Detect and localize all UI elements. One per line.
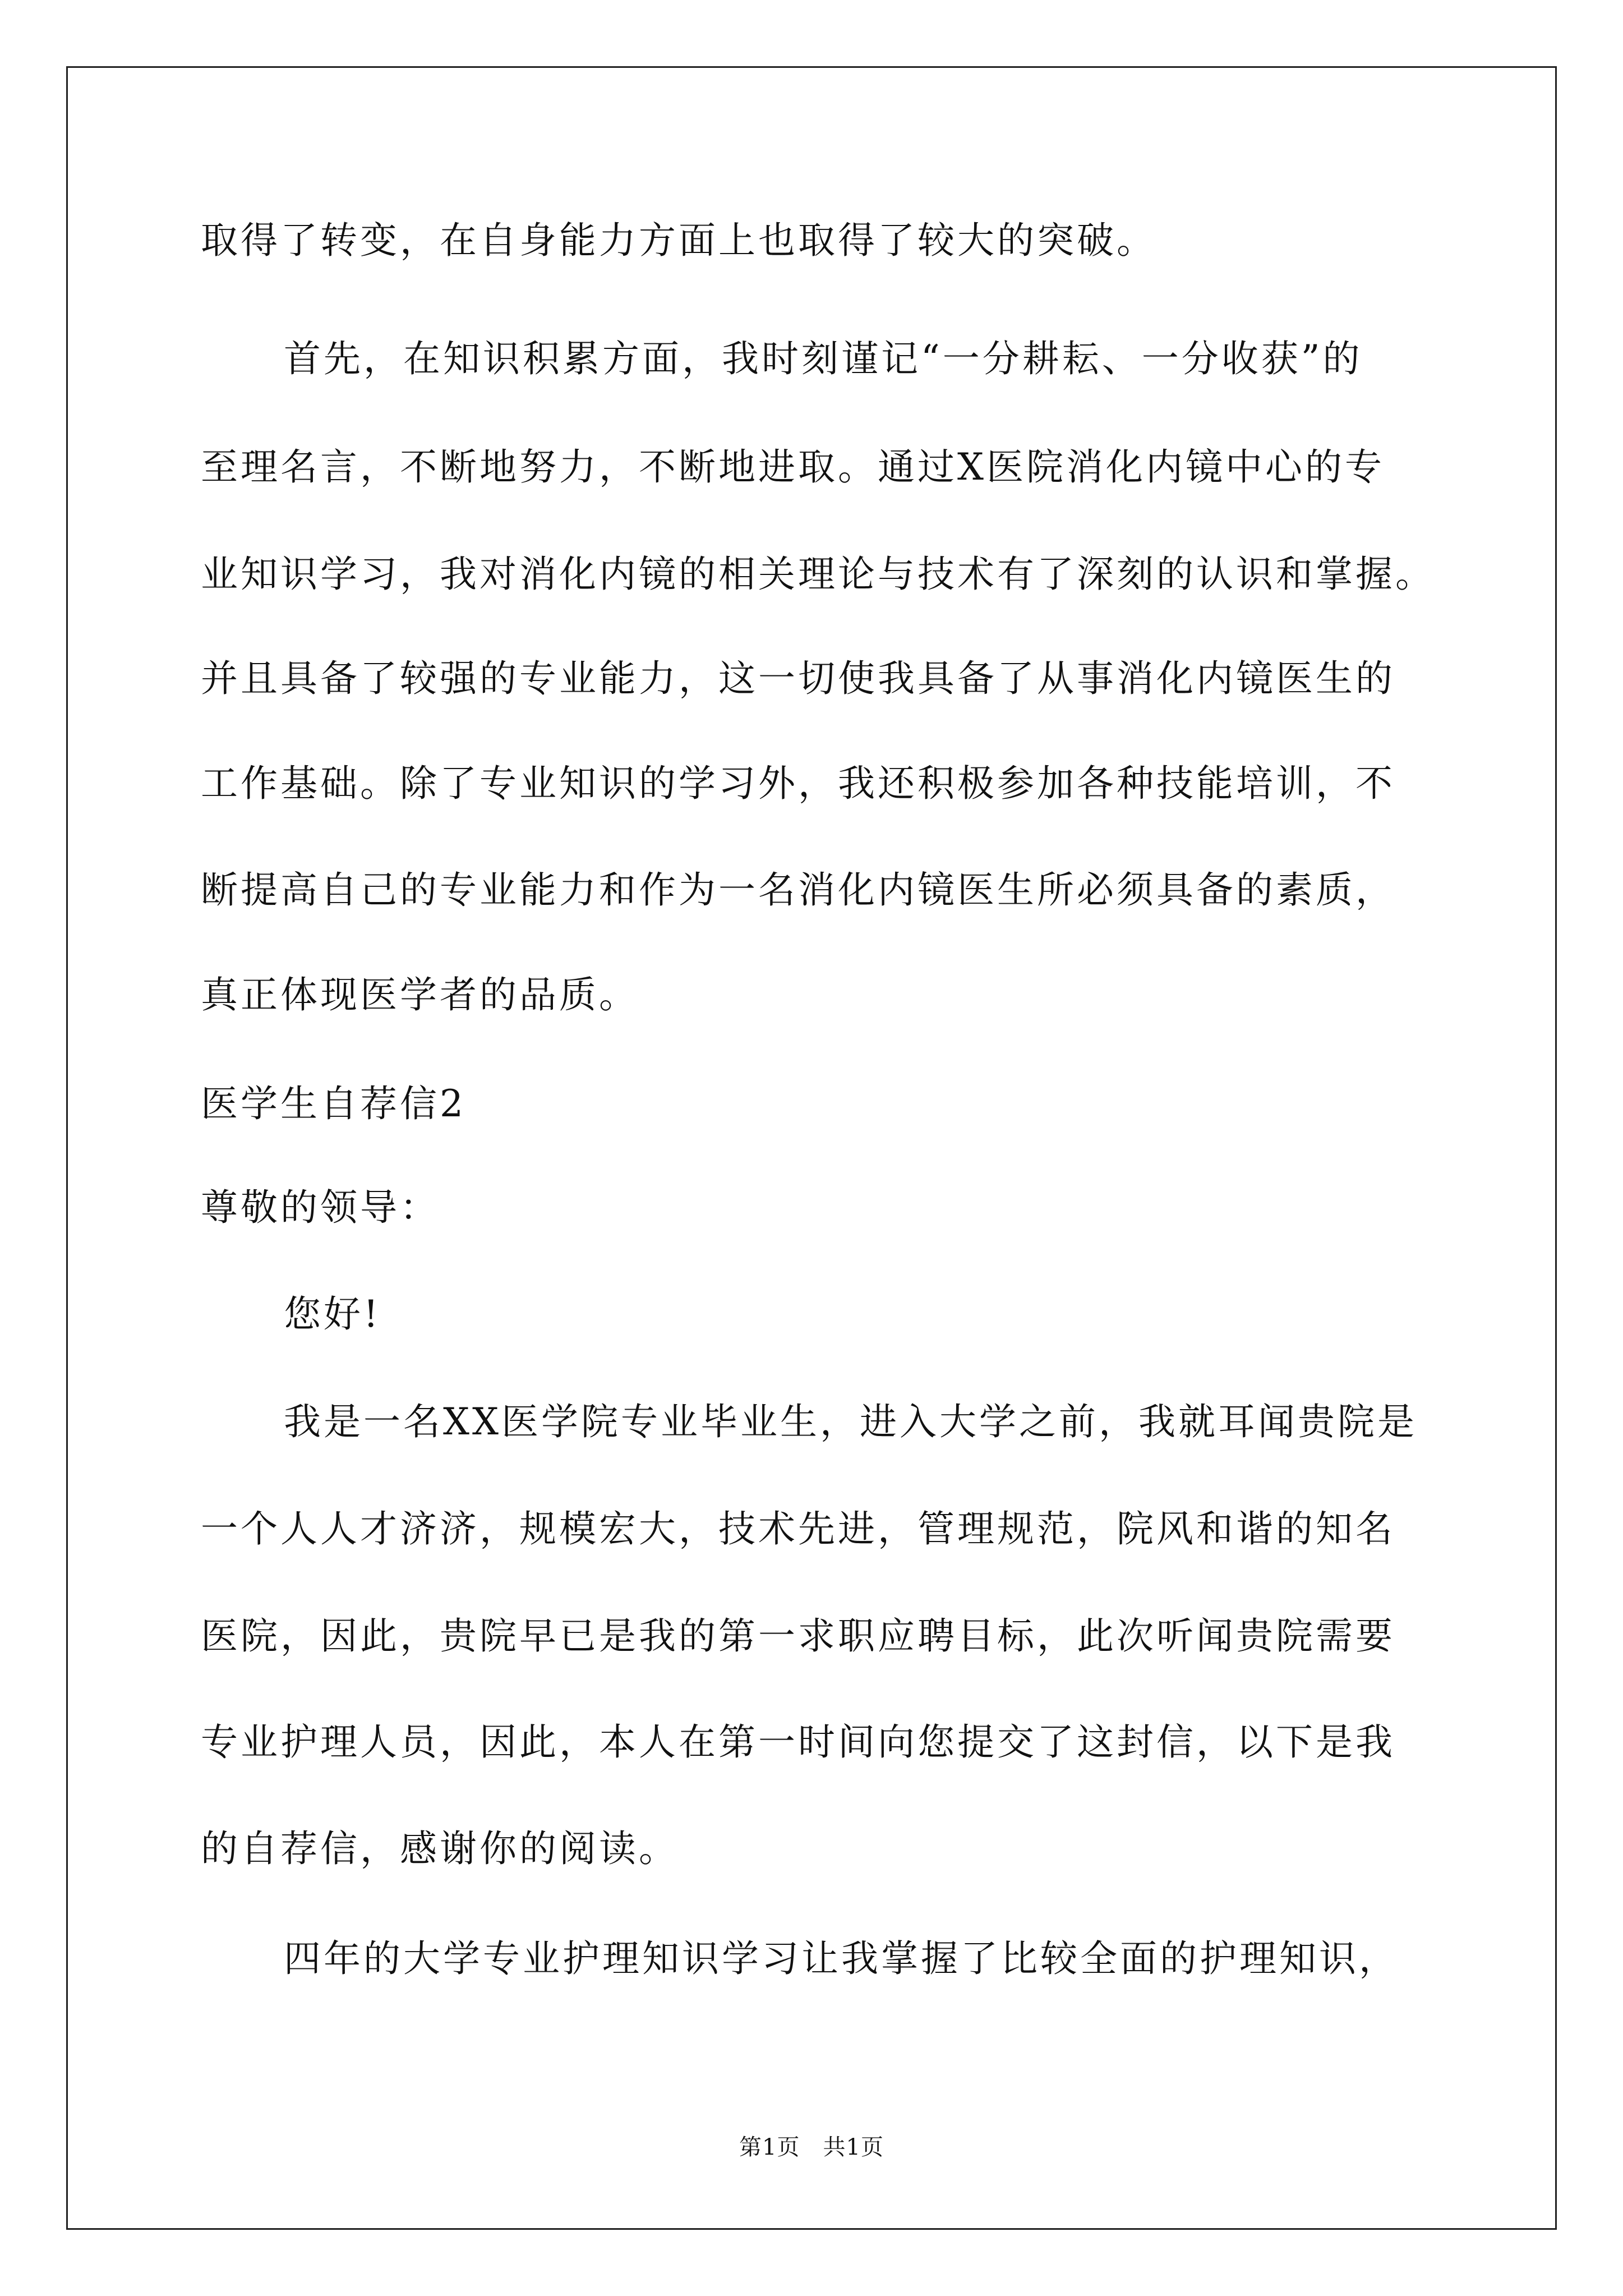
page-border bbox=[66, 66, 1557, 2230]
paragraph-line: 并且具备了较强的专业能力，这一切使我具备了从事消化内镜医生的 bbox=[201, 657, 1395, 700]
paragraph-line: 业知识学习，我对消化内镜的相关理论与技术有了深刻的认识和掌握。 bbox=[201, 553, 1435, 596]
paragraph-line: 专业护理人员，因此，本人在第一时间向您提交了这封信，以下是我 bbox=[201, 1720, 1395, 1764]
page-footer: 第1页 共1页 bbox=[739, 2134, 884, 2160]
greeting: 您好! bbox=[284, 1292, 381, 1336]
paragraph-line: 至理名言，不断地努力，不断地进取。通过X医院消化内镜中心的专 bbox=[201, 445, 1385, 489]
paragraph-line: 的自荐信，感谢你的阅读。 bbox=[201, 1827, 679, 1870]
paragraph-line: 取得了转变，在自身能力方面上也取得了较大的突破。 bbox=[201, 219, 1156, 262]
salutation: 尊敬的领导： bbox=[201, 1186, 440, 1229]
paragraph-line: 四年的大学专业护理知识学习让我掌握了比较全面的护理知识， bbox=[284, 1937, 1399, 1980]
paragraph-line: 医院，因此，贵院早已是我的第一求职应聘目标，此次听闻贵院需要 bbox=[201, 1614, 1395, 1658]
paragraph-line: 一个人人才济济，规模宏大，技术先进，管理规范，院风和谐的知名 bbox=[201, 1507, 1395, 1550]
section-heading: 医学生自荐信2 bbox=[201, 1082, 466, 1125]
paragraph-line: 工作基础。除了专业知识的学习外，我还积极参加各种技能培训，不 bbox=[201, 762, 1395, 805]
paragraph-line: 首先，在知识积累方面，我时刻谨记“一分耕耘、一分收获”的 bbox=[284, 337, 1363, 380]
paragraph-line: 我是一名XX医学院专业毕业生，进入大学之前，我就耳闻贵院是 bbox=[284, 1400, 1417, 1443]
paragraph-line: 断提高自己的专业能力和作为一名消化内镜医生所必须具备的素质， bbox=[201, 868, 1395, 912]
paragraph-line: 真正体现医学者的品质。 bbox=[201, 973, 639, 1016]
